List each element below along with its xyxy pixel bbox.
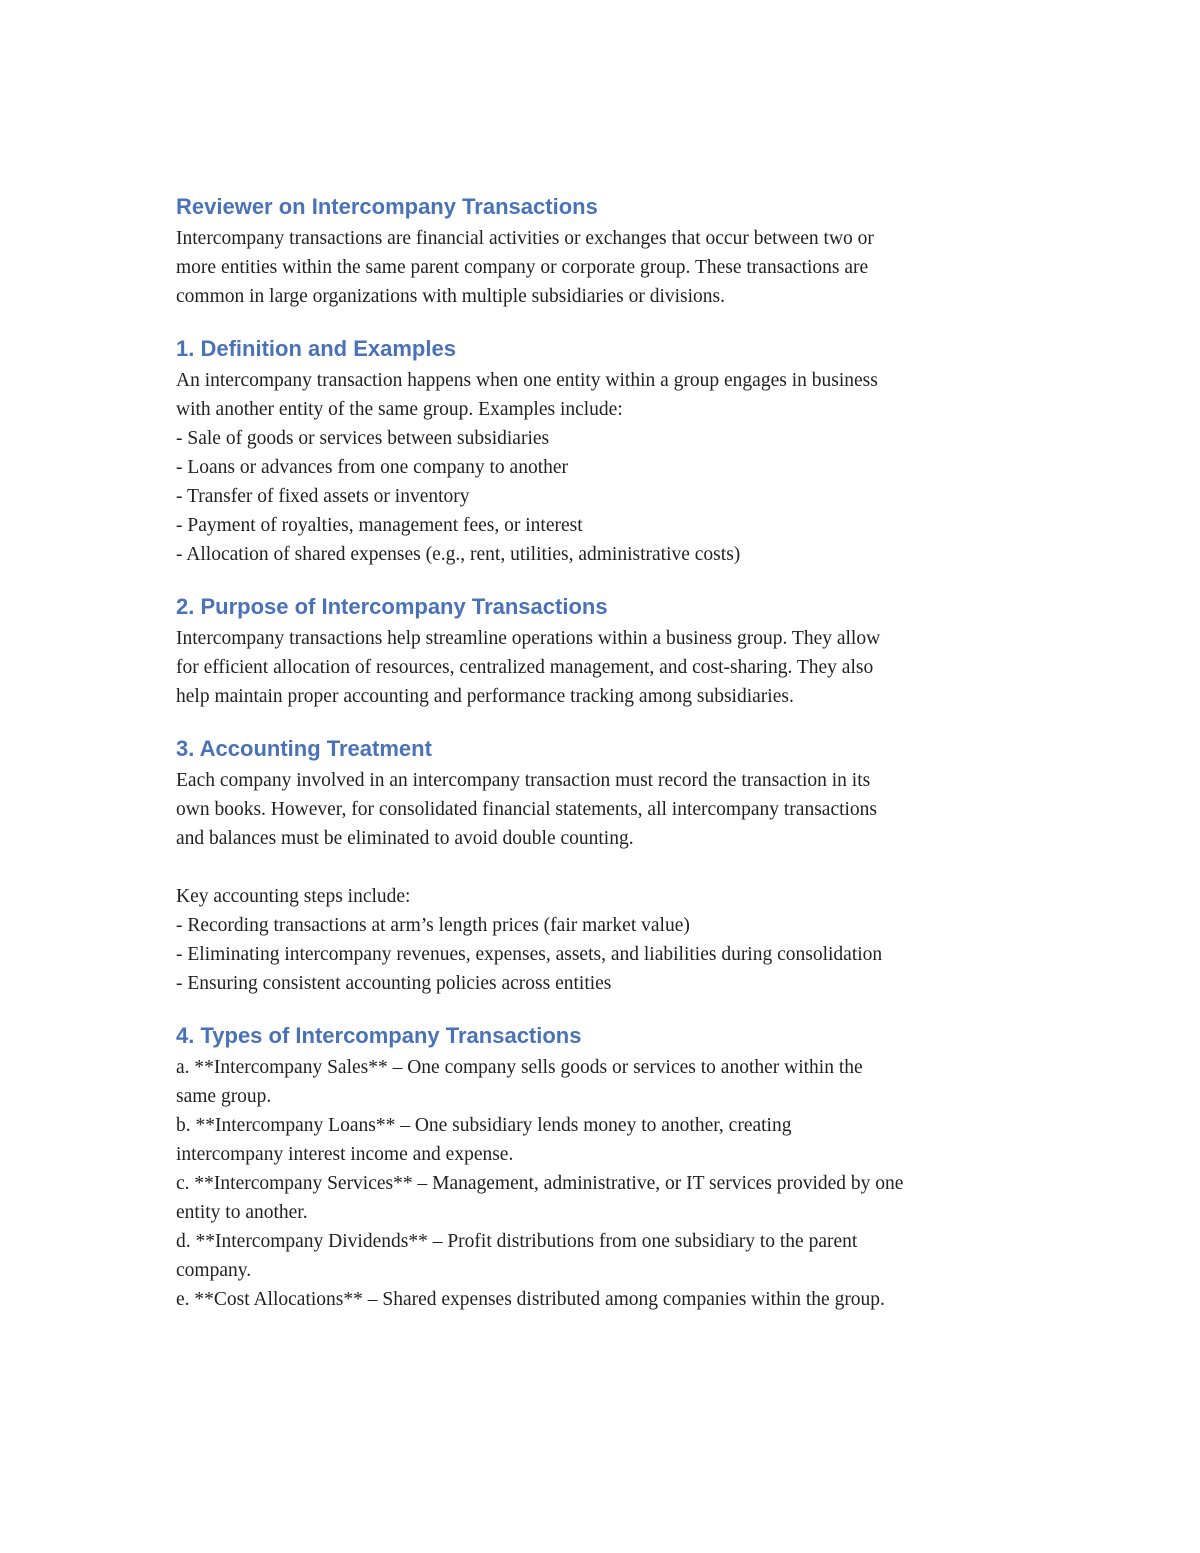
text-line: intercompany interest income and expense. — [176, 1144, 514, 1165]
list-item: - Payment of royalties, management fees, or interest — [176, 515, 583, 536]
text-line: own books. However, for consolidated financial statements, all intercompany transactions — [176, 799, 878, 820]
list-item: a. **Intercompany Sales** – One company sells goods or services to another within the — [176, 1057, 863, 1078]
section-heading-purpose: 2. Purpose of Intercompany Transactions — [176, 594, 608, 619]
text-line: help maintain proper accounting and performance tracking among subsidiaries. — [176, 686, 794, 707]
section-body-definition — [176, 366, 1036, 569]
list-item: c. **Intercompany Services** – Management, administrative, or IT services provided by one — [176, 1173, 904, 1194]
document-body — [176, 190, 1036, 1314]
list-item: - Sale of goods or services between subsidiaries — [176, 428, 550, 449]
text-line: more entities within the same parent company or corporate group. These transactions are — [176, 257, 869, 278]
section-body-purpose — [176, 624, 1036, 711]
section-heading-accounting: 3. Accounting Treatment — [176, 736, 432, 761]
section-body-accounting-steps — [176, 882, 1036, 998]
list-item: - Transfer of fixed assets or inventory — [176, 486, 470, 507]
text-line: company. — [176, 1260, 252, 1281]
text-line: entity to another. — [176, 1202, 308, 1223]
text-line: Intercompany transactions are financial activities or exchanges that occur between two or — [176, 228, 874, 249]
section-heading-types: 4. Types of Intercompany Transactions — [176, 1023, 582, 1048]
list-item: - Loans or advances from one company to another — [176, 457, 569, 478]
list-item: b. **Intercompany Loans** – One subsidiary lends money to another, creating — [176, 1115, 792, 1136]
section-heading-definition: 1. Definition and Examples — [176, 336, 456, 361]
text-line: common in large organizations with multiple subsidiaries or divisions. — [176, 286, 726, 307]
section-body-types — [176, 1053, 1036, 1314]
intro-paragraph — [176, 224, 1036, 311]
text-line: Each company involved in an intercompany transaction must record the transaction in its — [176, 770, 871, 791]
text-line: with another entity of the same group. Examples include: — [176, 399, 623, 420]
text-line: Intercompany transactions help streamline operations within a business group. They allow — [176, 628, 881, 649]
document-title: Reviewer on Intercompany Transactions — [176, 194, 598, 219]
list-item: e. **Cost Allocations** – Shared expenses distributed among companies within the group. — [176, 1289, 885, 1310]
text-line: Key accounting steps include: — [176, 886, 411, 907]
list-item: - Recording transactions at arm’s length prices (fair market value) — [176, 915, 690, 936]
section-body-accounting — [176, 766, 1036, 853]
text-line: An intercompany transaction happens when one entity within a group engages in business — [176, 370, 878, 391]
list-item: - Eliminating intercompany revenues, expenses, assets, and liabilities during consolidation — [176, 944, 883, 965]
text-line: for efficient allocation of resources, centralized management, and cost-sharing. They also — [176, 657, 874, 678]
list-item: d. **Intercompany Dividends** – Profit distributions from one subsidiary to the parent — [176, 1231, 858, 1252]
text-line: same group. — [176, 1086, 272, 1107]
text-line: and balances must be eliminated to avoid double counting. — [176, 828, 634, 849]
list-item: - Allocation of shared expenses (e.g., rent, utilities, administrative costs) — [176, 544, 741, 565]
list-item: - Ensuring consistent accounting policies across entities — [176, 973, 612, 994]
